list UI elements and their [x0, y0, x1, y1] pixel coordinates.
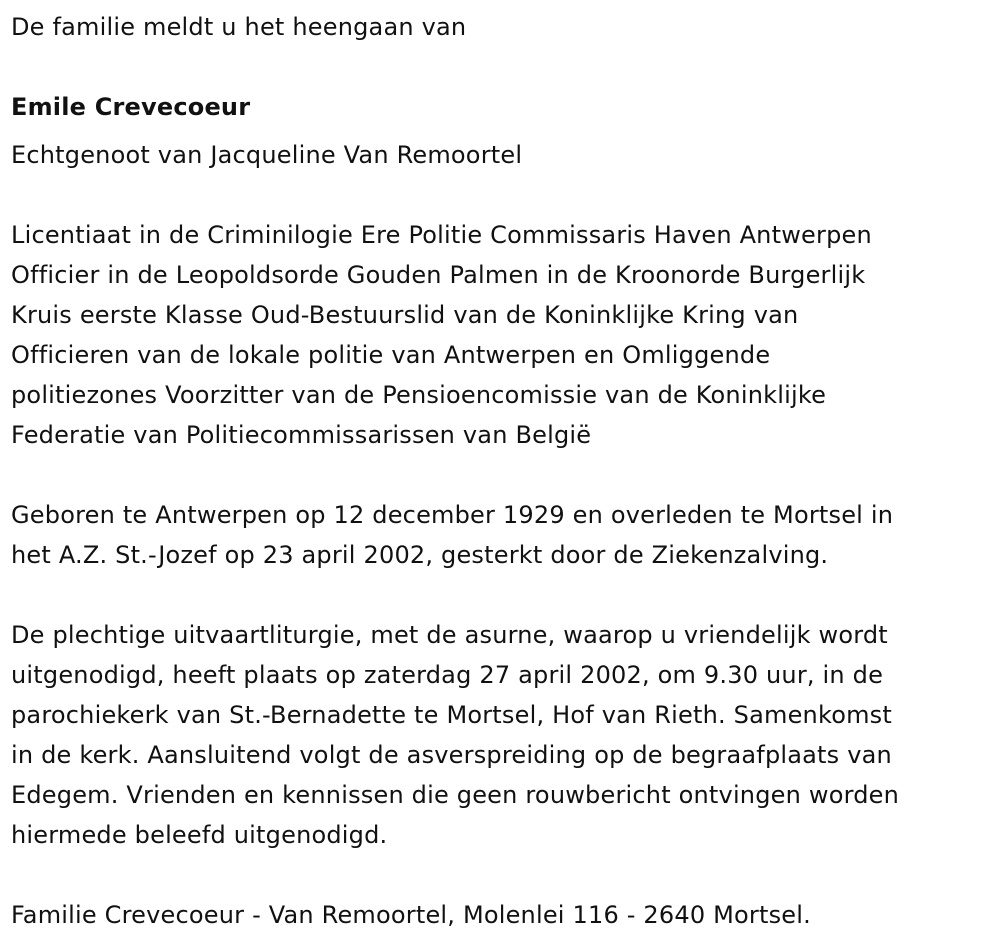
family-address-paragraph: [11, 895, 988, 935]
titles-paragraph: [11, 215, 988, 455]
titles-line: Kruis eerste Klasse Oud-Bestuurslid van de Koninklijke Kring van: [11, 301, 799, 329]
titles-line: Licentiaat in de Criminilogie Ere Politie Commissaris Haven Antwerpen: [11, 221, 872, 249]
birth-death-line: Geboren te Antwerpen op 12 december 1929 en overleden te Mortsel in: [11, 501, 894, 529]
funeral-line: hiermede beleefd uitgenodigd.: [11, 821, 388, 849]
funeral-line: uitgenodigd, heeft plaats op zaterdag 27 april 2002, om 9.30 uur, in de: [11, 661, 884, 689]
spouse-line: Echtgenoot van Jacqueline Van Remoortel: [11, 141, 523, 169]
funeral-line: in de kerk. Aansluitend volgt de asverspreiding op de begraafplaats van: [11, 741, 892, 769]
funeral-line: parochiekerk van St.-Bernadette te Mortsel, Hof van Rieth. Samenkomst: [11, 701, 892, 729]
birth-death-line: het A.Z. St.-Jozef op 23 april 2002, gesterkt door de Ziekenzalving.: [11, 541, 829, 569]
funeral-line: De plechtige uitvaartliturgie, met de asurne, waarop u vriendelijk wordt: [11, 621, 888, 649]
deceased-name: Emile Crevecoeur: [11, 93, 251, 121]
titles-line: politiezones Voorzitter van de Pensioencomissie van de Koninklijke: [11, 381, 827, 409]
titles-line: Officieren van de lokale politie van Antwerpen en Omliggende: [11, 341, 771, 369]
titles-line: Officier in de Leopoldsorde Gouden Palmen in de Kroonorde Burgerlijk: [11, 261, 866, 289]
intro-text: De familie meldt u het heengaan van: [11, 13, 467, 41]
family-address: Familie Crevecoeur - Van Remoortel, Molenlei 116 - 2640 Mortsel.: [11, 901, 811, 929]
birth-death-paragraph: [11, 495, 988, 575]
funeral-paragraph: [11, 615, 988, 855]
funeral-line: Edegem. Vrienden en kennissen die geen rouwbericht ontvingen worden: [11, 781, 900, 809]
titles-line: Federatie van Politiecommissarissen van België: [11, 421, 592, 449]
